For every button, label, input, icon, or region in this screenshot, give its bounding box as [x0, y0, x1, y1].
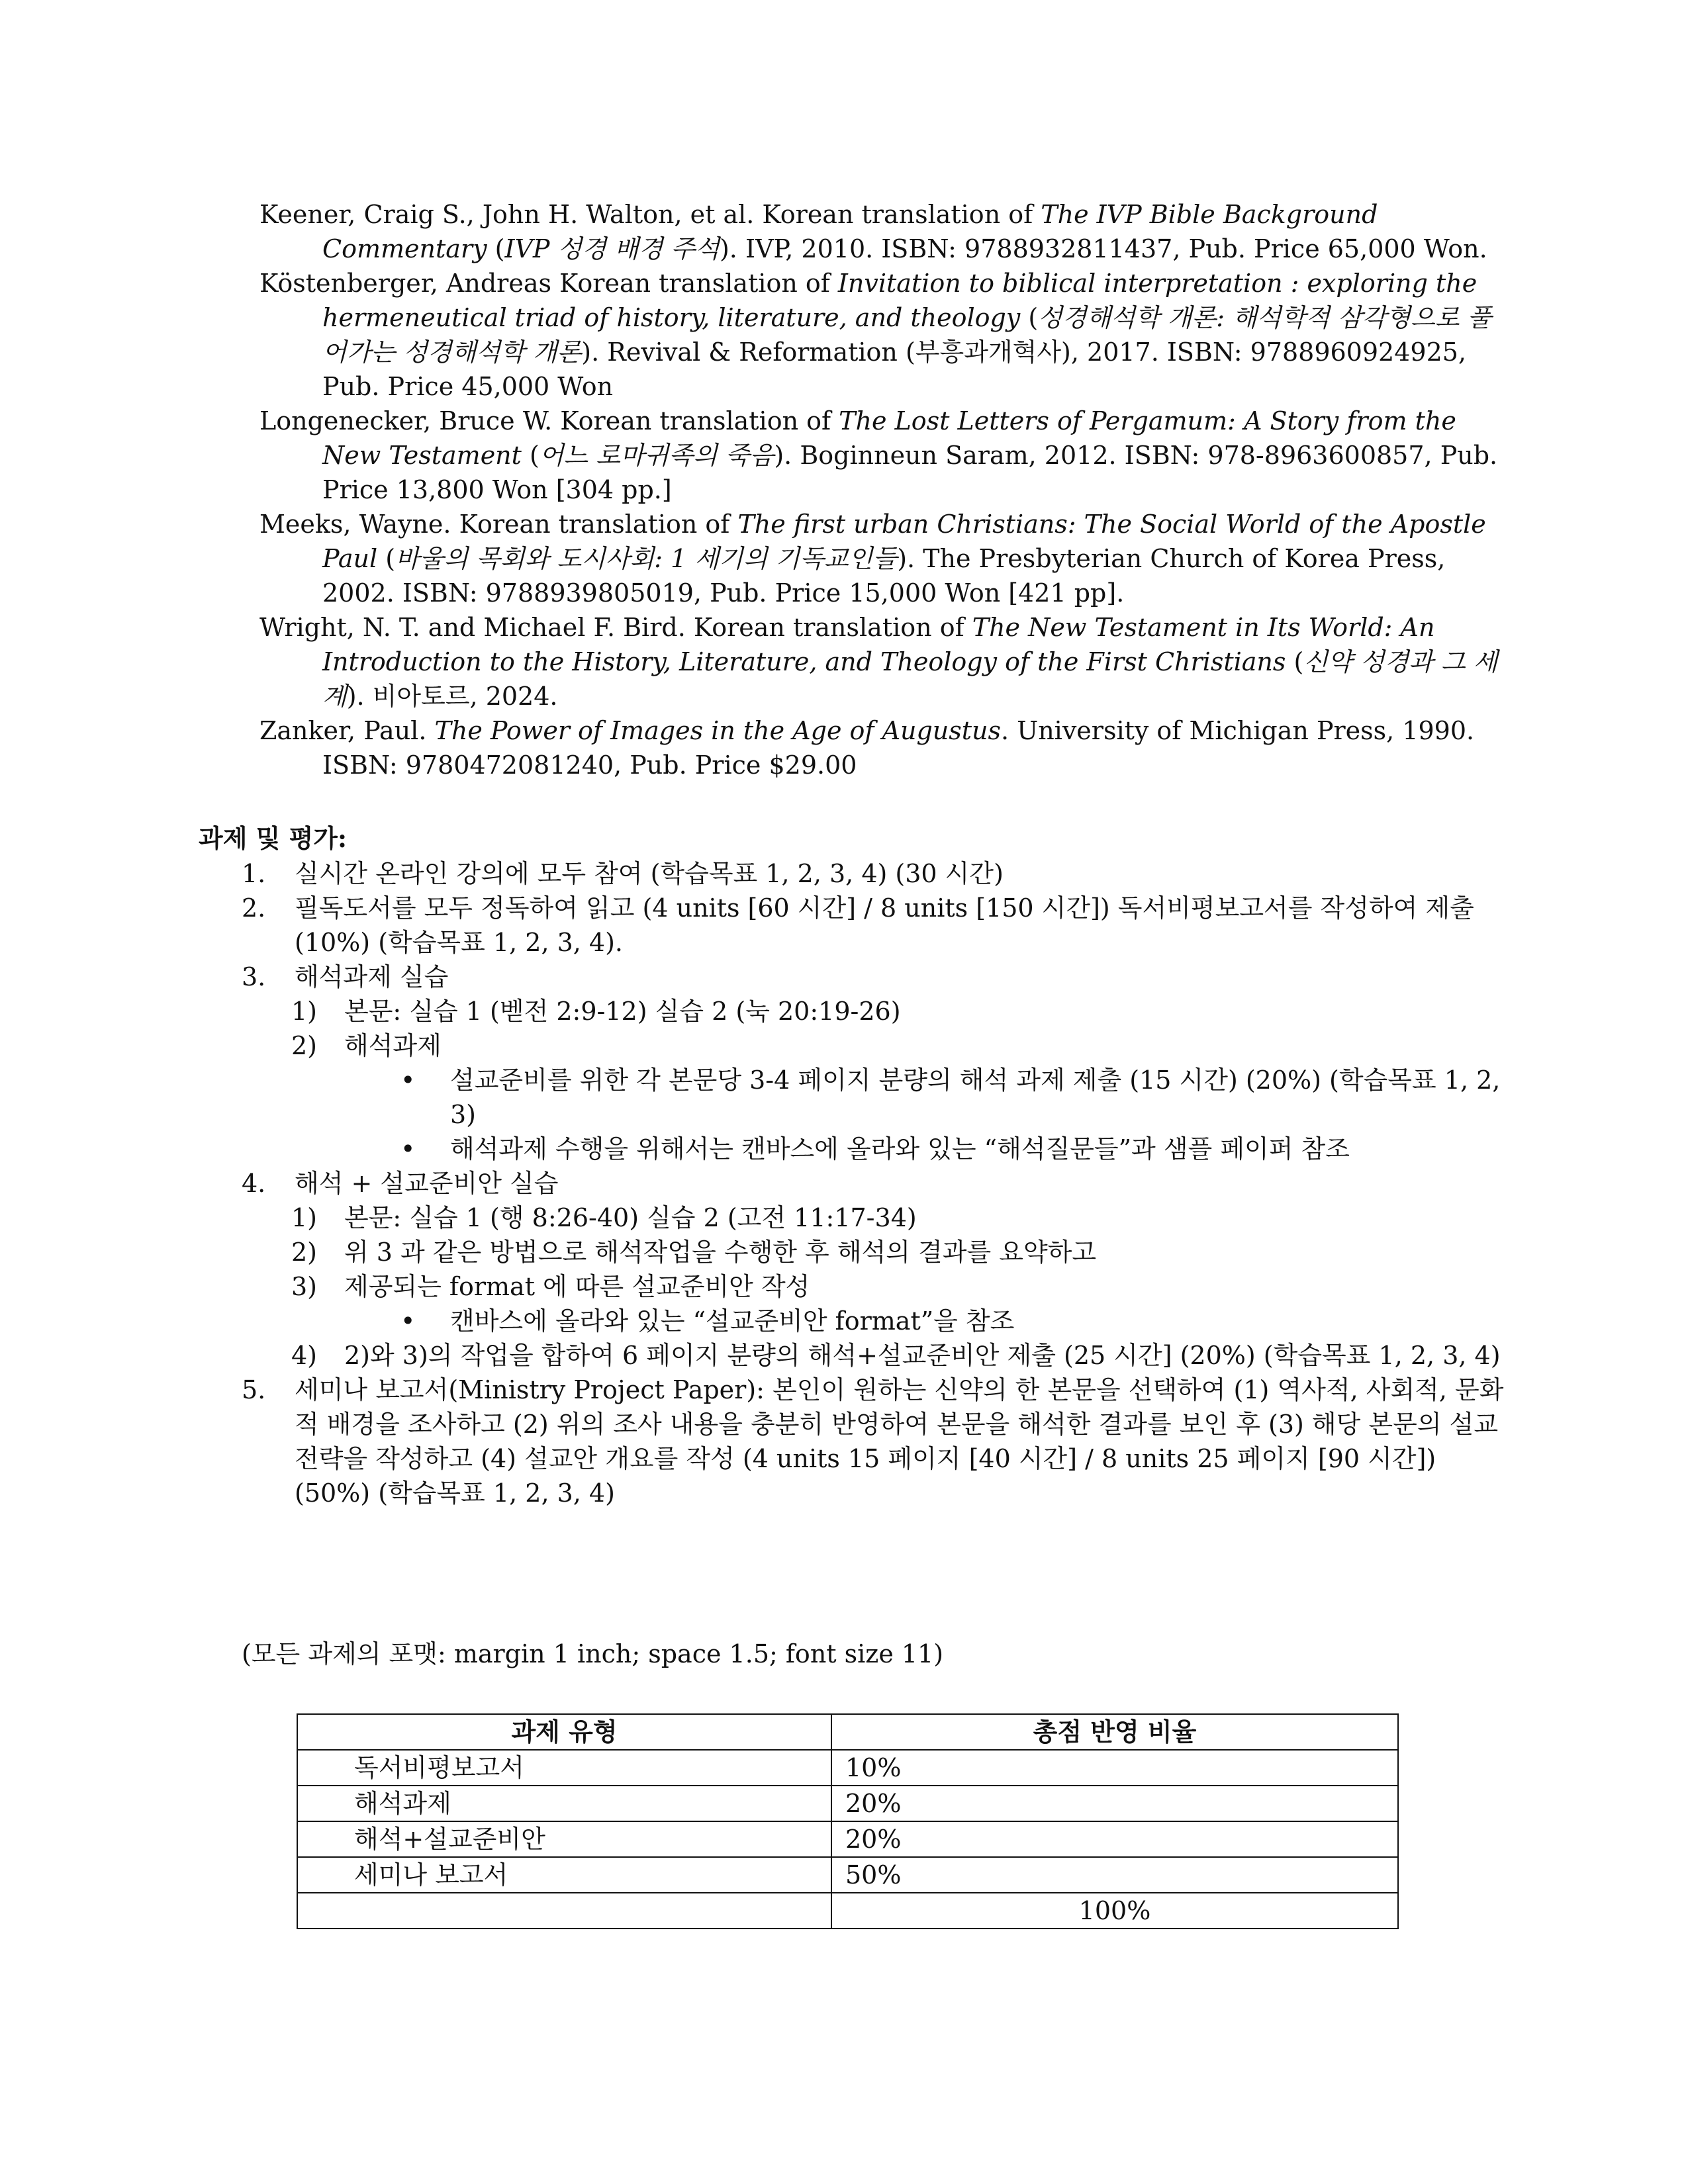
- assignment-item: [242, 960, 1513, 994]
- bibliography-entry: Keener, Craig S., John H. Walton, et al. Korean translation of The IVP Bible Background Commentary (IVP 성경 배경 주석). IVP, 2010. ISBN: 9788932811437, Pub. Price 65,000 Won.: [259, 200, 1487, 263]
- total-cell: 100%: [831, 1893, 1398, 1929]
- item-number: 4.: [242, 1169, 266, 1198]
- assignment-item: [242, 891, 1513, 960]
- item-text: 해석과제 실습: [295, 962, 449, 991]
- sub-item-number: 1): [291, 997, 318, 1026]
- bibliography-entry: Köstenberger, Andreas Korean translation of Invitation to biblical interpretation : exploring the hermeneutical triad of history, literature, and theology (성경해석학 개론: 해석학적 삼각형으로 풀어가는 성경해석학 개론). Revival & Reformation (부흥과개혁사), 2017. ISBN: 9788960924925, Pub. Price 45,000 Won: [259, 269, 1492, 401]
- weight-cell: 10%: [831, 1750, 1398, 1786]
- bibliography-entry: Longenecker, Bruce W. Korean translation of The Lost Letters of Pergamum: A Story from the New Testament (어느 로마귀족의 죽음). Boginneun Saram, 2012. ISBN: 978-8963600857, Pub. Price 13,800 Won [304 pp.]: [259, 406, 1498, 504]
- item-text: 세미나 보고서(Ministry Project Paper): 본인이 원하는 신약의 한 본문을 선택하여 (1) 역사적, 사회적, 문화적 배경을 조사하고 (2) 위의 조사 내용을 충분히 반영하여 본문을 해석한 결과를 보인 후 (3) 해당 본문의 설교 전략을 작성하고 (4) 설교안 개요를 작성 (4 units 15 페이지 [40 시간] / 8 units 25 페이지 [90 시간]) (50%) (학습목표 1, 2, 3, 4): [295, 1375, 1504, 1508]
- bullet-text: 캔바스에 올라와 있는 “설교준비안 format”을 참조: [450, 1306, 1015, 1336]
- weight-cell: 20%: [831, 1786, 1398, 1821]
- format-note: (모든 과제의 포맷: margin 1 inch; space 1.5; font size 11): [242, 1639, 944, 1668]
- assignment-type-cell: 독서비평보고서: [297, 1750, 831, 1786]
- assignment-type-cell: 해석과제: [297, 1786, 831, 1821]
- item-text: 해석 + 설교준비안 실습: [295, 1169, 559, 1198]
- sub-item-number: 4): [291, 1341, 318, 1370]
- bullet-text: 설교준비를 위한 각 본문당 3-4 페이지 분량의 해석 과제 제출 (15 시간) (20%) (학습목표 1, 2, 3): [450, 1066, 1501, 1129]
- bullet-icon: •: [400, 1134, 416, 1163]
- assignment-item: [242, 1166, 1513, 1201]
- sub-item: [291, 1338, 1513, 1373]
- assignment-type-cell: 해석+설교준비안: [297, 1821, 831, 1857]
- grading-table: [297, 1713, 1399, 1929]
- bibliography-entry: Wright, N. T. and Michael F. Bird. Korean translation of The New Testament in Its World: An Introduction to the History, Literature, and Theology of the First Christians (신약 성경과 그 세계). 비아토르, 2024.: [259, 613, 1498, 711]
- bullet-icon: •: [400, 1066, 416, 1095]
- table-header-row: [297, 1714, 1398, 1750]
- sub-item-number: 2): [291, 1031, 318, 1060]
- item-text: 필독도서를 모두 정독하여 읽고 (4 units [60 시간] / 8 units [150 시간]) 독서비평보고서를 작성하여 제출 (10%) (학습목표 1, 2, 3, 4).: [295, 893, 1474, 957]
- table-row: [297, 1857, 1398, 1893]
- column-header: 총점 반영 비율: [831, 1714, 1398, 1750]
- table-total-row: [297, 1893, 1398, 1929]
- item-number: 5.: [242, 1375, 266, 1404]
- sub-item: [291, 994, 1513, 1028]
- item-number: 3.: [242, 962, 266, 991]
- assignment-list: [242, 856, 1513, 1510]
- weight-cell: 50%: [831, 1857, 1398, 1893]
- table-row: [297, 1750, 1398, 1786]
- bibliography-entry: Zanker, Paul. The Power of Images in the Age of Augustus. University of Michigan Press, 1990. ISBN: 9780472081240, Pub. Price $29.00: [259, 716, 1475, 780]
- bullet-icon: •: [400, 1306, 416, 1336]
- assignment-item: [242, 1373, 1513, 1510]
- item-number: 2.: [242, 893, 266, 923]
- bullet-item: [384, 1304, 1513, 1338]
- sub-item-number: 1): [291, 1203, 318, 1232]
- column-header: 과제 유형: [297, 1714, 831, 1750]
- empty-cell: [297, 1893, 831, 1929]
- sub-item-text: 위 3 과 같은 방법으로 해석작업을 수행한 후 해석의 결과를 요약하고: [344, 1238, 1097, 1267]
- sub-item-text: 본문: 실습 1 (행 8:26-40) 실습 2 (고전 11:17-34): [344, 1203, 917, 1232]
- sub-item-text: 해석과제: [344, 1031, 442, 1060]
- sub-item-number: 2): [291, 1238, 318, 1267]
- item-text: 실시간 온라인 강의에 모두 참여 (학습목표 1, 2, 3, 4) (30 시간): [295, 859, 1004, 888]
- section-heading: 과제 및 평가:: [199, 823, 348, 853]
- weight-cell: 20%: [831, 1821, 1398, 1857]
- sub-item: [291, 1201, 1513, 1235]
- bibliography-entry: Meeks, Wayne. Korean translation of The first urban Christians: The Social World of the Apostle Paul (바울의 목회와 도시사회: 1 세기의 기독교인들). The Presbyterian Church of Korea Press, 2002. ISBN: 9788939805019, Pub. Price 15,000 Won [421 pp].: [259, 510, 1486, 608]
- table-row: [297, 1786, 1398, 1821]
- table-row: [297, 1821, 1398, 1857]
- sub-item-number: 3): [291, 1272, 318, 1301]
- bullet-item: [384, 1063, 1513, 1132]
- assignment-item: [242, 856, 1513, 891]
- bullet-text: 해석과제 수행을 위해서는 캔바스에 올라와 있는 “해석질문들”과 샘플 페이퍼 참조: [450, 1134, 1350, 1163]
- sub-item-text: 본문: 실습 1 (벧전 2:9-12) 실습 2 (눅 20:19-26): [344, 997, 901, 1026]
- bibliography-list: [259, 197, 1504, 782]
- sub-item: [291, 1269, 1513, 1304]
- sub-item: [291, 1028, 1513, 1063]
- assignment-type-cell: 세미나 보고서: [297, 1857, 831, 1893]
- item-number: 1.: [242, 859, 266, 888]
- bullet-item: [384, 1132, 1513, 1166]
- sub-item: [291, 1235, 1513, 1269]
- sub-item-text: 제공되는 format 에 따른 설교준비안 작성: [344, 1272, 810, 1301]
- sub-item-text: 2)와 3)의 작업을 합하여 6 페이지 분량의 해석+설교준비안 제출 (25 시간] (20%) (학습목표 1, 2, 3, 4): [344, 1341, 1501, 1370]
